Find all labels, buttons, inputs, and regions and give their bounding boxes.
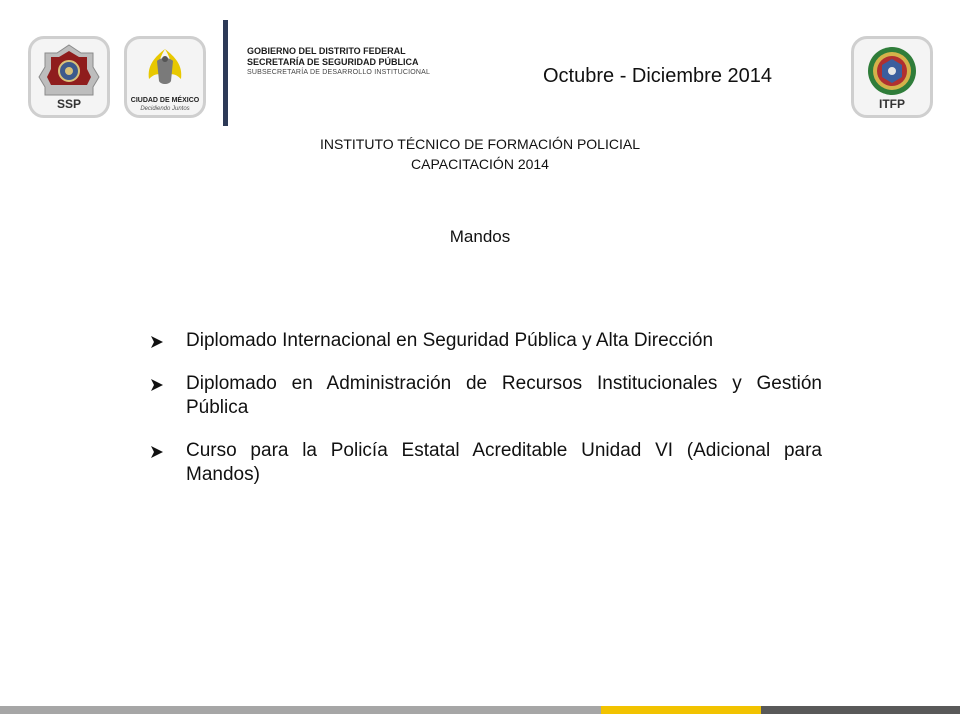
cdmx-logo-caption: CIUDAD DE MÉXICO <box>130 97 200 104</box>
footer-bar <box>0 706 960 714</box>
list-item <box>150 329 822 353</box>
government-block <box>247 46 430 78</box>
government-name: GOBIERNO DEL DISTRITO FEDERAL <box>247 46 406 56</box>
course-list <box>150 329 822 506</box>
list-item <box>150 372 822 420</box>
secretariat-name: SECRETARÍA DE SEGURIDAD PÚBLICA <box>247 57 419 67</box>
ssp-logo-caption: SSP <box>56 97 81 111</box>
course-title: Curso para la Policía Estatal Acreditable Unidad VI (Adicional para Mandos) <box>186 440 822 485</box>
institute-name: INSTITUTO TÉCNICO DE FORMACIÓN POLICIAL <box>320 136 640 152</box>
institute-heading <box>0 134 960 174</box>
undersecretariat-name: SUBSECRETARÍA DE DESARROLLO INSTITUCIONAL <box>247 69 431 76</box>
section-title: Mandos <box>449 227 511 246</box>
course-title: Diplomado Internacional en Seguridad Pública y Alta Dirección <box>186 330 714 351</box>
arrow-bullet-icon <box>150 378 164 392</box>
itfp-logo <box>851 36 933 118</box>
ssp-logo <box>28 36 110 118</box>
footer-segment-gray <box>0 706 601 714</box>
footer-segment-yellow <box>601 706 761 714</box>
itfp-logo-caption: ITFP <box>879 97 905 111</box>
list-item <box>150 439 822 487</box>
cdmx-logo-tagline: Decidiendo Juntos <box>140 106 190 112</box>
course-title: Diplomado en Administración de Recursos Institucionales y Gestión Pública <box>186 373 822 418</box>
arrow-bullet-icon <box>150 445 164 459</box>
arrow-bullet-icon <box>150 335 164 349</box>
date-range: Octubre - Diciembre 2014 <box>543 65 772 87</box>
header-divider <box>223 20 228 126</box>
training-year: CAPACITACIÓN 2014 <box>411 156 549 172</box>
cdmx-logo <box>124 36 206 118</box>
footer-segment-dark <box>761 706 960 714</box>
